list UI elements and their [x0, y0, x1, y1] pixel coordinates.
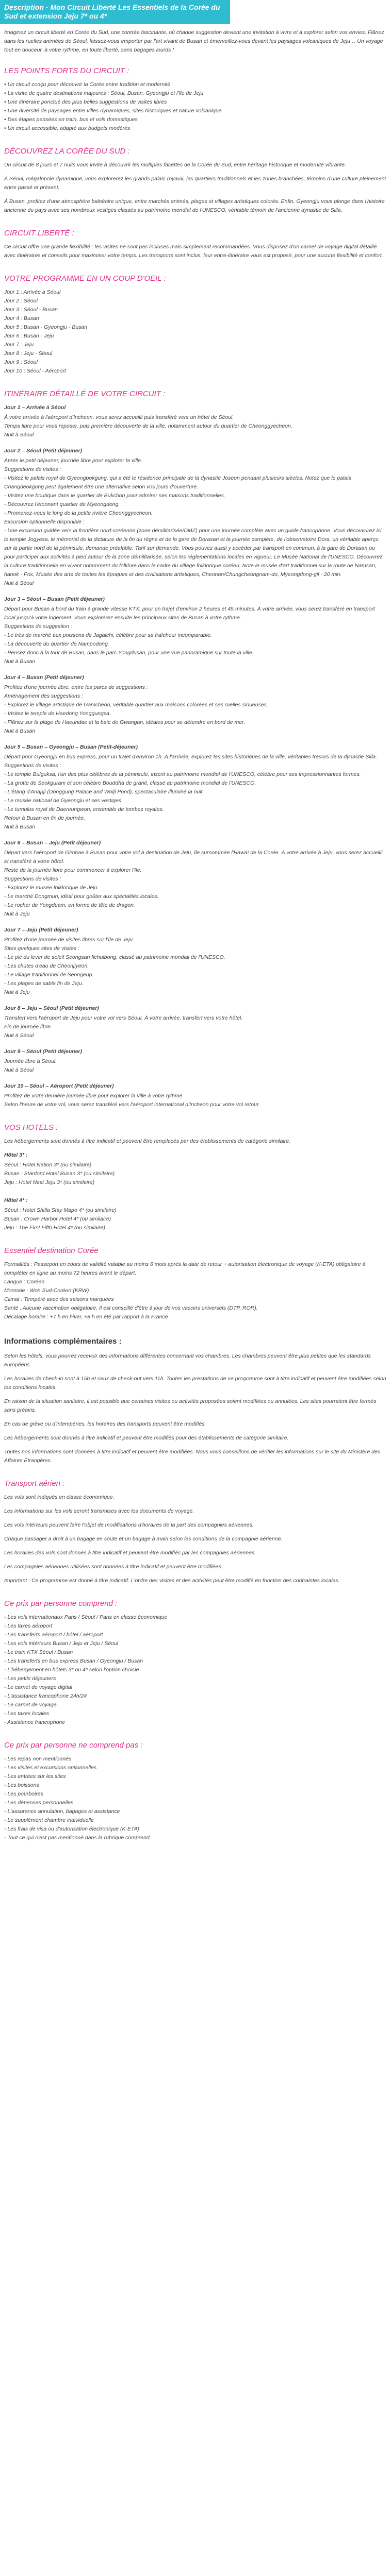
- important-note: Important : Ce programme est donné à titre indicatif. L'ordre des visites et des activités peut être modifié en fonction des contraintes locales.: [4, 1578, 340, 1584]
- list-item: - Les petits déjeuners: [4, 1675, 56, 1682]
- list-item: - Les transferts en bus express Busan / Gyeongju / Busan: [4, 1658, 143, 1664]
- day-block: [4, 1004, 387, 1040]
- day-line: Suggestions de visites :: [4, 762, 61, 769]
- infos-paragraph: En raison de la situation sanitaire, il est possible que certaines visites ou activités proposées soient modifiées ou annulées. Les sites pourraient être fermés sans préavis.: [4, 1398, 377, 1413]
- points-forts-heading: LES POINTS FORTS DU CIRCUIT :: [4, 66, 129, 75]
- day-block: [4, 926, 387, 997]
- day-title: Jour 7 – Jeju (Petit déjeuner): [4, 927, 78, 933]
- day-line: Nuit à Busan: [4, 728, 36, 734]
- day-line: Nuit à Séoul: [4, 432, 34, 438]
- day-line: - Le pic du lever de soleil Seongsan Ilchulbong, classé au patrimoine mondial de l'UNESCO.: [4, 954, 225, 960]
- list-item: - Les dépenses personnelles: [4, 1800, 74, 1806]
- list-item: • Des étapes pensées en train, bus et vols domestiques: [4, 116, 138, 123]
- day-line: - La découverte du quartier de Nampodong.: [4, 641, 109, 647]
- hotel-line: Séoul : Hotel Shilla Stay Mapo 4* (ou similaire): [4, 1207, 117, 1213]
- day-line: - Les plages de sable fin de Jeju.: [4, 980, 84, 987]
- day-line: Nuit à Busan: [4, 824, 36, 830]
- day-line: Retour à Busan en fin de journée.: [4, 815, 86, 821]
- list-item: - Les frais de visa ou d'autorisation électronique (K-ETA): [4, 1826, 140, 1832]
- list-item: - Les transferts aéroport / hôtel / aéroport: [4, 1632, 103, 1638]
- hotel-line: Busan : Crown Harbor Hotel 4* (ou similaire): [4, 1216, 111, 1222]
- transport-paragraph: Les informations sur les vols seront transmises avec les documents de voyage.: [4, 1508, 194, 1514]
- day-line: Profitez d'une journée de visites libres sur l'île de Jeju.: [4, 937, 135, 943]
- essentiel-line: Formalités : Passeport en cours de validité valable au moins 6 mois après la date de retour + autorisation électronique de voyage (K-ETA) obligatoire à compléter en ligne au moins 72 heures avant le départ.: [4, 1261, 366, 1276]
- hotel-line: Jeju : The First Fifth Hotel 4* (ou similaire): [4, 1225, 106, 1231]
- day-line: - Visitez une boutique dans le quartier de Bukchon pour admirer ses maisons traditionnelles.: [4, 493, 225, 499]
- day-line: Profitez d'une journée libre, entre les parcs de suggestions :: [4, 684, 148, 690]
- list-item: - L'assistance francophone 24h/24: [4, 1693, 87, 1699]
- essentiel-line: Monnaie : Won Sud-Coréen (KRW): [4, 1287, 89, 1294]
- list-item: • Une diversité de paysages entre villes dynamiques, sites historiques et nature volcanique: [4, 108, 222, 114]
- list-item: Jour 6 : Busan - Jeju: [4, 333, 54, 339]
- essentiel-line: Langue : Coréen: [4, 1279, 45, 1285]
- list-item: Jour 9 : Séoul: [4, 359, 38, 365]
- hotel-block: [4, 1196, 387, 1232]
- list-item: Jour 10 : Séoul - Aéroport: [4, 368, 66, 374]
- day-line: Excursion optionnelle disponible :: [4, 519, 85, 525]
- list-item: Jour 1 : Arrivée à Séoul: [4, 289, 61, 295]
- day-title: Jour 9 – Séoul (Petit déjeuner): [4, 1048, 83, 1055]
- essentiel-heading: Essentiel destination Corée: [4, 1246, 99, 1255]
- transport-paragraph: Les compagnies aériennes utilisées sont données à titre indicatif et peuvent être modifiées.: [4, 1564, 223, 1570]
- list-item: • Un circuit conçu pour découvrir la Corée entre tradition et modernité: [4, 81, 171, 88]
- infos-paragraphs: [4, 1352, 387, 1465]
- hotel-line: Busan : Stanford Hotel Busan 3* (ou similaire): [4, 1171, 115, 1177]
- list-item: - L'assurance annulation, bagages et assistance: [4, 1808, 120, 1815]
- list-item: Jour 5 : Busan - Gyeongju - Busan: [4, 324, 88, 330]
- day-line: - Les chutes d'eau de Cheonjiyeon.: [4, 963, 89, 969]
- hotel-blocks: [4, 1151, 387, 1232]
- infos-paragraph: Toutes nos informations sont données à titre indicatif et peuvent être modifiées. Nous vous conseillons de vérifier les informations sur le site du Ministère des Affaires Étrangères.: [4, 1449, 381, 1464]
- hotels-heading: VOS HOTELS :: [4, 1123, 58, 1132]
- day-title: Jour 5 – Busan – Gyeongju – Busan (Petit-déjeuner): [4, 744, 138, 750]
- day-line: À votre arrivée à l'aéroport d'Incheon, vous serez accueilli puis transféré vers un hôtel de Séoul.: [4, 414, 234, 420]
- footer-spacer: [4, 1842, 387, 1858]
- day-line: - Le rocher de Yongduam, en forme de tête de dragon.: [4, 902, 135, 908]
- list-item: Jour 3 : Séoul - Busan: [4, 307, 58, 313]
- day-line: Selon l'heure de votre vol, vous serez transféré vers l'aéroport international d'Incheon pour votre vol retour.: [4, 1101, 260, 1108]
- circuit-liberte-heading: CIRCUIT LIBERTÉ :: [4, 229, 74, 238]
- list-item: - Le carnet de voyage digital: [4, 1684, 72, 1690]
- circuit-liberte-paragraph: Ce circuit offre une grande flexibilité : les visites ne sont pas incluses mais simplement recommandées. Vous disposez d'un carnet de voyage digital détaillé avec itinéraires et conseils pour maximiser votre temps. Les transports sont inclus, leur entre-itinéraire vous est proposé, pour une aucune flexibilité et confort.: [4, 244, 383, 259]
- main-content: [0, 24, 391, 1878]
- list-item: - Assistance francophone: [4, 1719, 66, 1725]
- essentiel-list: [4, 1260, 387, 1321]
- infos-paragraph: Selon les hôtels, vous pourrez recevoir des informations différentes concernant vos chambres. Les chambres peuvent être plus petites que les standards européens.: [4, 1353, 371, 1368]
- itineraire-heading: ITINÉRAIRE DÉTAILLÉ DE VOTRE CIRCUIT :: [4, 389, 166, 398]
- day-line: Transfert vers l'aéroport de Jeju pour votre vol vers Séoul. À votre arrivée, transfert vers votre hôtel.: [4, 1015, 243, 1021]
- day-line: Départ pour Busan à bord du train à grande vitesse KTX, pour un trajet d'environ 2 heures et 45 minutes. À votre arrivée, vous serez transféré en transport local jusqu'à votre logement. Vous explorerez ensuite les principaux sites de Busan à votre rythme.: [4, 606, 375, 621]
- list-item: - Les taxes aéroport: [4, 1623, 53, 1629]
- day-line: - Le marché Dongmun, idéal pour goûter aux spécialités locales.: [4, 893, 159, 900]
- prix-ne-comprend-heading: Ce prix par personne ne comprend pas :: [4, 1741, 143, 1750]
- day-line: - Le tumulus royal de Daereungwon, ensemble de tombes royales.: [4, 806, 164, 812]
- day-line: - Le musée national de Gyeongju et ses vestiges.: [4, 798, 123, 804]
- list-item: - Les repas non mentionnés: [4, 1756, 72, 1762]
- day-line: Départ pour Gyeongju en bus express, pour un trajet d'environ 1h. À l'arrivée, explorez les sites historiques de la ville, véritables trésors de la dynastie Silla.: [4, 754, 378, 760]
- day-block: [4, 1082, 387, 1109]
- day-line: - Explorez le musée folklorique de Jeju.: [4, 885, 99, 891]
- day-line: Sites quelques sites de visites :: [4, 945, 79, 952]
- transport-paragraph: Les vols sont indiqués en classe économique.: [4, 1494, 115, 1500]
- essentiel-line: Santé : Aucune vaccination obligatoire. Il est conseillé d'être à jour de vos vaccins universels (DTP, ROR).: [4, 1305, 258, 1311]
- list-item: • Une itinéraire ponctué des plus belles suggestions de visites libres: [4, 99, 167, 105]
- day-line: - La grotte de Seokguram et son célèbre Bouddha de granit, classé au patrimoine mondial de l'UNESCO.: [4, 780, 256, 786]
- day-line: Nuit à Séoul: [4, 1067, 34, 1073]
- decouvrez-heading: DÉCOUVREZ LA CORÉE DU SUD :: [4, 147, 130, 156]
- list-item: • Un circuit accessible, adapté aux budgets modérés: [4, 125, 131, 131]
- hotel-block: [4, 1151, 387, 1187]
- hotel-category: Hôtel 3* :: [4, 1152, 28, 1158]
- transport-paragraphs: [4, 1493, 387, 1571]
- day-line: - Une excursion guidée vers la frontière nord-coréenne (zone démilitarisée/DMZ) pour une journée complète avec un guide francophone. Vous découvrirez ici le temple Jogyesa, le mémorial de la dictature de la fin du règne et de la gare de Dorasan et la journée complète, de l'observatoire Dora, un véritable aperçu sur la partie nord de la péninsule, demande préalable. Tarif sur demande. Vous pouvez aussi y accéder par transport en commun, à la gare de Dorasan ou pour participer aux activités à pied autour de la zone démilitarisée, selon les réglementations locales en vigueur. Le Musée National de l'UNESCO. Découvrez la culture traditionnelle en vivant notamment du folklore dans le cadre du village folklorique coréen. Note le musée d'art traditionnel sur la route de Namsan, hanok - Prix, Musée des arts de toutes les époques et des civilisations artistiques, Cheonan/Chungcheongnam-do, Myeongdong-gil - 20 min.: [4, 528, 383, 578]
- day-block: [4, 673, 387, 736]
- day-line: Nuit à Séoul: [4, 1032, 34, 1039]
- decouvrez-paragraph: À Busan, profitez d'une atmosphère balnéaire unique, entre marchés animés, plages et villages artistiques colorés. Enfin, Gyeongju vous plonge dans l'histoire ancienne du pays avec ses nombreux vestiges classés au patrimoine mondial de l'UNESCO, véritable témoin de l'ancienne dynastie de Silla.: [4, 198, 385, 213]
- day-line: Nuit à Séoul: [4, 580, 34, 586]
- day-line: Temps libre pour vous reposer, puis première découverte de la ville, notamment autour du quartier de Cheonggyecheon.: [4, 423, 292, 429]
- list-item: - Les vols intérieurs Busan / Jeju et Jeju / Séoul: [4, 1640, 119, 1647]
- day-block: [4, 447, 387, 588]
- day-line: Journée libre à Séoul.: [4, 1058, 57, 1064]
- day-line: - Le très de marché aux poissons de Jagalchi, célèbre pour sa fraîcheur incomparable.: [4, 632, 212, 638]
- day-line: - L'étang d'Anapji (Donggung Palace and Wolji Pond), spectaculaire illuminé la nuit.: [4, 789, 204, 795]
- day-block: [4, 595, 387, 666]
- list-item: - Les vols internationaux Paris / Séoul / Paris en classe économique: [4, 1614, 168, 1620]
- list-item: - Le train KTX Séoul / Busan: [4, 1649, 73, 1655]
- page-title-banner: [0, 0, 230, 24]
- programme-heading: VOTRE PROGRAMME EN UN COUP D'OEIL :: [4, 274, 166, 283]
- infos-heading: Informations complémentaires :: [4, 1337, 122, 1346]
- day-line: Suggestions de visites :: [4, 466, 61, 472]
- list-item: - Les visites et excursions optionnelles: [4, 1765, 97, 1771]
- hotel-line: Séoul : Hotel Nation 3* (ou similaire): [4, 1162, 92, 1168]
- day-line: Nuit à Jeju: [4, 911, 30, 917]
- day-title: Jour 1 – Arrivée à Séoul: [4, 404, 66, 411]
- hotel-line: Jeju : Hotel Nest Jeju 3* (ou similaire): [4, 1179, 95, 1185]
- list-item: • La visite de quatre destinations majeures : Séoul, Busan, Gyeongju et l'île de Jeju: [4, 90, 204, 96]
- infos-paragraph: Les hébergements sont donnés à titre indicatif et peuvent être modifiés pour des établissements de catégorie similaire.: [4, 1435, 289, 1441]
- list-item: - Tout ce qui n'est pas mentionné dans la rubrique comprend: [4, 1835, 150, 1841]
- day-block: [4, 403, 387, 439]
- day-line: Fin de journée libre.: [4, 1024, 52, 1030]
- day-line: Suggestions de suggestion :: [4, 623, 72, 630]
- day-title: Jour 10 – Séoul – Aéroport (Petit déjeuner): [4, 1083, 114, 1089]
- day-line: Départ vers l'aéroport de Gimhae à Busan pour votre vol à destination de Jeju, île surnommée l'Hawaï de la Corée. À votre arrivée à Jeju, vous serez accueilli et transféré à votre hôtel.: [4, 850, 383, 865]
- infos-paragraph: En cas de grève ou d'intempéries, les horaires des transports peuvent être modifiés.: [4, 1421, 206, 1427]
- points-forts-list: [4, 80, 387, 133]
- day-line: Suggestions de visites :: [4, 876, 61, 882]
- page-title: Description - Mon Circuit Liberté Les Essentiels de la Corée du Sud et extension Jeju 7* ou 4*: [4, 3, 220, 20]
- list-item: Jour 4 : Busan: [4, 315, 39, 321]
- prix-comprend-heading: Ce prix par personne comprend :: [4, 1599, 118, 1608]
- day-line: - Visitez le palais royal de Gyeongbokgung, qui a été le résidence principale de la dynastie Joseon pendant plusieurs siècles. Notez que le palais Changdeokgung peut également être une alternative selon vos jours d'ouverture.: [4, 475, 351, 490]
- day-line: - Explorez le village artistique de Gamcheon, véritable quartier aux maisons colorées et ses ruelles sinueuses.: [4, 702, 268, 708]
- intro-paragraph: Imaginez un circuit liberté en Corée du Sud, une contrée fascinante, où chaque suggestion devient une invitation à vivre et à explorer selon vos envies. Flânez dans les ruelles animées de Séoul, laissez-vous emporter par l'art vivant de Busan et émerveillez-vous devant les paysages volcaniques de Jeju… Un voyage tout en douceur, à votre rythme, en toute liberté, sans bagages lourds !: [4, 29, 384, 53]
- day-line: Reste de la journée libre pour commencer à explorer l'île.: [4, 867, 142, 873]
- day-line: - Promenez-vous le long de la petite rivière Cheonggyecheon.: [4, 510, 153, 516]
- list-item: - Le carnet de voyage: [4, 1702, 57, 1708]
- essentiel-line: Décalage horaire : +7 h en hiver, +8 h en été par rapport à la France: [4, 1314, 168, 1320]
- prix-comprend-list: [4, 1613, 387, 1727]
- list-item: - L'hébergement en hôtels 3* ou 4* selon l'option choisie: [4, 1667, 139, 1673]
- day-block: [4, 839, 387, 919]
- day-title: Jour 2 – Séoul (Petit déjeuner): [4, 448, 83, 454]
- essentiel-line: Climat : Tempéré avec des saisons marquées: [4, 1296, 114, 1302]
- day-line: - Le village traditionnel de Seongeup.: [4, 972, 94, 978]
- list-item: Jour 2 : Séoul: [4, 298, 38, 304]
- day-title: Jour 8 – Jeju – Séoul (Petit déjeuner): [4, 1005, 99, 1011]
- list-item: - Les pourboires: [4, 1791, 43, 1797]
- hotels-intro: Les hébergements sont donnés à titre indicatif et peuvent être remplacés par des établissements de catégorie similaire.: [4, 1138, 291, 1144]
- transport-paragraph: Les horaires des vols sont donnés à titre indicatif et peuvent être modifiés par les compagnies aériennes.: [4, 1550, 256, 1556]
- list-item: Jour 8 : Jeju - Séoul: [4, 350, 53, 357]
- day-block: [4, 743, 387, 832]
- list-item: - Les entrées sur les sites: [4, 1773, 66, 1780]
- infos-paragraph: Les horaires de check-in sont à 15h et ceux de check-out vers 11h. Toutes les prestations de ce programme sont à titre indicatif et peuvent être modifiées selon les conditions locales.: [4, 1376, 386, 1391]
- day-line: - Flânez sur la plage de Haeundae et la baie de Gwangan, idéales pour se détendre en bord de mer.: [4, 719, 246, 725]
- list-item: Jour 7 : Jeju: [4, 342, 34, 348]
- itineraire-days: [4, 403, 387, 1109]
- day-line: Après le petit déjeuner, journée libre pour explorer la ville.: [4, 457, 142, 464]
- transport-paragraph: Chaque passager a droit à un bagage en soute et un bagage à main selon les conditions de la compagnie aérienne.: [4, 1536, 283, 1542]
- list-item: - Les taxes locales: [4, 1710, 49, 1717]
- day-title: Jour 4 – Busan (Petit déjeuner): [4, 674, 84, 681]
- day-line: - Le temple Bulguksa, l'un des plus célèbres de la péninsule, inscrit au patrimoine mondial de l'UNESCO, célèbre pour ses impressionnantes formes.: [4, 771, 361, 777]
- day-line: - Découvrez l'étonnant quartier de Myeongdong.: [4, 501, 120, 507]
- day-line: Nuit à Jeju: [4, 989, 30, 995]
- day-title: Jour 3 – Séoul – Busan (Petit déjeuner): [4, 596, 105, 602]
- list-item: - Le supplément chambre individuelle: [4, 1817, 94, 1823]
- day-line: - Pensez donc à la tour de Busan, dans le parc Yongdusan, pour une vue panoramique sur toute la ville.: [4, 650, 254, 656]
- day-line: Profitez de votre dernière journée libre pour explorer la ville à votre rythme.: [4, 1093, 184, 1099]
- transport-paragraph: Les vols intérieurs peuvent faire l'objet de modifications d'horaires de la part des compagnies aériennes.: [4, 1522, 254, 1528]
- transport-heading: Transport aérien :: [4, 1479, 65, 1488]
- day-line: Nuit à Busan: [4, 658, 36, 665]
- programme-list: [4, 288, 387, 376]
- decouvrez-paragraph: À Séoul, mégalopole dynamique, vous explorerez les grands palais royaux, les quartiers traditionnels et les zones branchées, témoins d'une culture pleinement entre passé et présent.: [4, 176, 386, 191]
- day-title: Jour 6 – Busan – Jeju (Petit déjeuner): [4, 840, 101, 846]
- list-item: - Les boissons: [4, 1782, 39, 1788]
- prix-ne-comprend-list: [4, 1755, 387, 1842]
- decouvrez-paragraph: Un circuit de 8 jours et 7 nuits vous invite à découvrir les multiples facettes de la Corée du Sud, entre héritage historique et modernité vibrante.: [4, 162, 347, 168]
- day-line: Aménagement des suggestions :: [4, 693, 83, 699]
- day-block: [4, 1047, 387, 1075]
- day-line: - Visitez le temple de Haedong Yonggungsa.: [4, 710, 111, 717]
- hotel-category: Hôtel 4* :: [4, 1197, 28, 1204]
